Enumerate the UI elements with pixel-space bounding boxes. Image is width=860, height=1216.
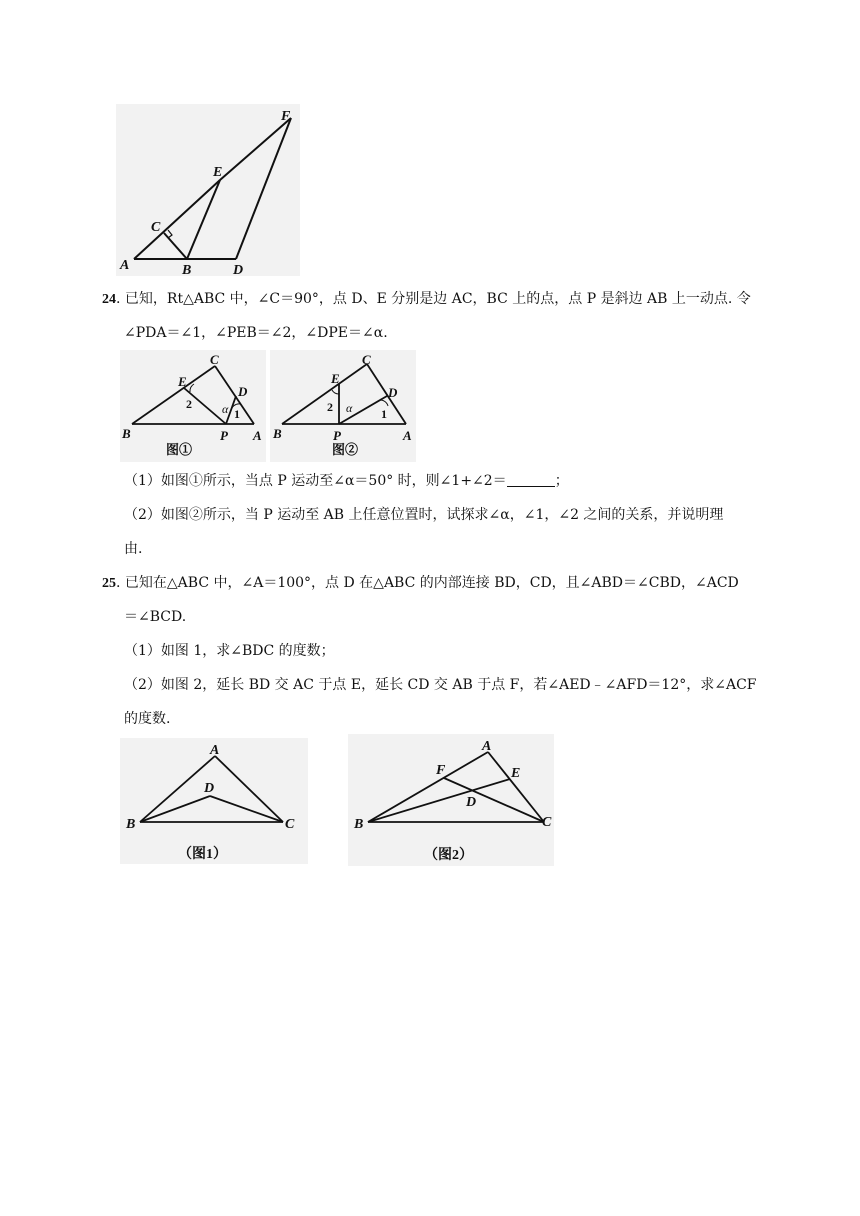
label-C: C xyxy=(151,220,161,235)
label-2: 2 xyxy=(327,400,333,414)
label-E: E xyxy=(511,766,521,781)
label-A: A xyxy=(403,428,412,443)
label-2: 2 xyxy=(186,397,192,411)
q24-stem-line-2 xyxy=(124,323,388,343)
label-E: E xyxy=(331,371,340,386)
q25-part2-line-2 xyxy=(124,709,170,729)
q25-part2-line-1 xyxy=(124,675,757,695)
q25-stem-line-2 xyxy=(124,607,186,627)
figure-q24-1 xyxy=(120,350,270,462)
q25-part2-text-1: （2）如图 2，延长 BD 交 AC 于点 E，延长 CD 交 AB 于点 F，若∠AED﹣∠AFD＝12°，求∠ACF xyxy=(124,677,757,693)
label-B: B xyxy=(122,426,131,441)
label-B: B xyxy=(182,263,192,278)
q25-number: 25 xyxy=(102,576,116,591)
label-alpha: α xyxy=(222,402,229,416)
label-D: D xyxy=(388,385,398,400)
label-C: C xyxy=(542,815,552,830)
figure-q23 xyxy=(116,104,306,280)
caption-fig2: 图② xyxy=(332,442,359,457)
label-1: 1 xyxy=(234,407,240,421)
q25-stem-1: 已知在△ABC 中，∠A＝100°，点 D 在△ABC 的内部连接 BD，CD，且∠ABD＝∠CBD，∠ACD xyxy=(124,575,739,591)
label-C: C xyxy=(210,352,219,367)
q25-stem-line-1: 25. 已知在△ABC 中，∠A＝100°，点 D 在△ABC 的内部连接 BD，CD，且∠ABD＝∠CBD，∠ACD xyxy=(102,575,739,591)
label-P: P xyxy=(220,428,228,443)
label-alpha: α xyxy=(346,401,353,415)
figure-q25-1 xyxy=(120,738,310,866)
q24-number: 24 xyxy=(102,292,116,307)
label-B: B xyxy=(126,817,136,832)
label-A: A xyxy=(120,258,130,273)
q25-stem-2: ＝∠BCD. xyxy=(124,609,187,625)
q24-part2-line-1 xyxy=(124,505,723,525)
label-A: A xyxy=(210,743,220,758)
label-A: A xyxy=(253,428,262,443)
q24-stem-1: 已知，Rt△ABC 中，∠C＝90°，点 D、E 分别是边 AC，BC 上的点，点 P 是斜边 AB 上一动点. 令 xyxy=(124,291,751,307)
q25-part2-text-2: 的度数. xyxy=(124,711,171,727)
label-E: E xyxy=(213,165,223,180)
label-F: F xyxy=(436,763,446,778)
label-1: 1 xyxy=(381,407,387,421)
q25-part1-text: （1）如图 1，求∠BDC 的度数； xyxy=(124,643,335,659)
label-P: P xyxy=(333,428,341,443)
label-C: C xyxy=(362,352,371,367)
q24-part2-text-2: 由. xyxy=(124,541,143,557)
caption-fig1: 图① xyxy=(166,442,193,457)
q25-part1 xyxy=(124,641,335,661)
label-F: F xyxy=(281,109,291,124)
label-A: A xyxy=(482,739,492,754)
q24-stem-line-1: 24. 已知，Rt△ABC 中，∠C＝90°，点 D、E 分别是边 AC，BC 上的点，点 P 是斜边 AB 上一动点. 令 xyxy=(102,291,751,307)
q24-part2-text-1: （2）如图②所示，当 P 运动至 AB 上任意位置时，试探求∠α，∠1，∠2 之间的关系，并说明理 xyxy=(124,507,724,523)
caption-q25-fig2: （图2） xyxy=(424,848,473,863)
figure-q24-2 xyxy=(270,350,420,462)
q24-part1-suffix: ； xyxy=(554,473,569,489)
q24-part1 xyxy=(124,471,569,491)
label-D: D xyxy=(204,781,215,796)
figure-q25-2 xyxy=(348,734,558,866)
label-D: D xyxy=(466,795,477,810)
q24-part1-text: （1）如图①所示，当点 P 运动至∠α＝50° 时，则∠1+∠2＝ xyxy=(124,473,507,489)
label-B: B xyxy=(273,426,282,441)
answer-blank[interactable] xyxy=(507,472,555,487)
caption-q25-fig1: （图1） xyxy=(178,847,227,862)
label-D: D xyxy=(233,263,244,278)
label-D: D xyxy=(238,384,248,399)
q24-part2-line-2 xyxy=(124,539,142,559)
label-C: C xyxy=(285,817,295,832)
label-B: B xyxy=(354,817,364,832)
q24-stem-2: ∠PDA＝∠1，∠PEB＝∠2，∠DPE＝∠α. xyxy=(124,325,388,341)
label-E: E xyxy=(178,374,187,389)
